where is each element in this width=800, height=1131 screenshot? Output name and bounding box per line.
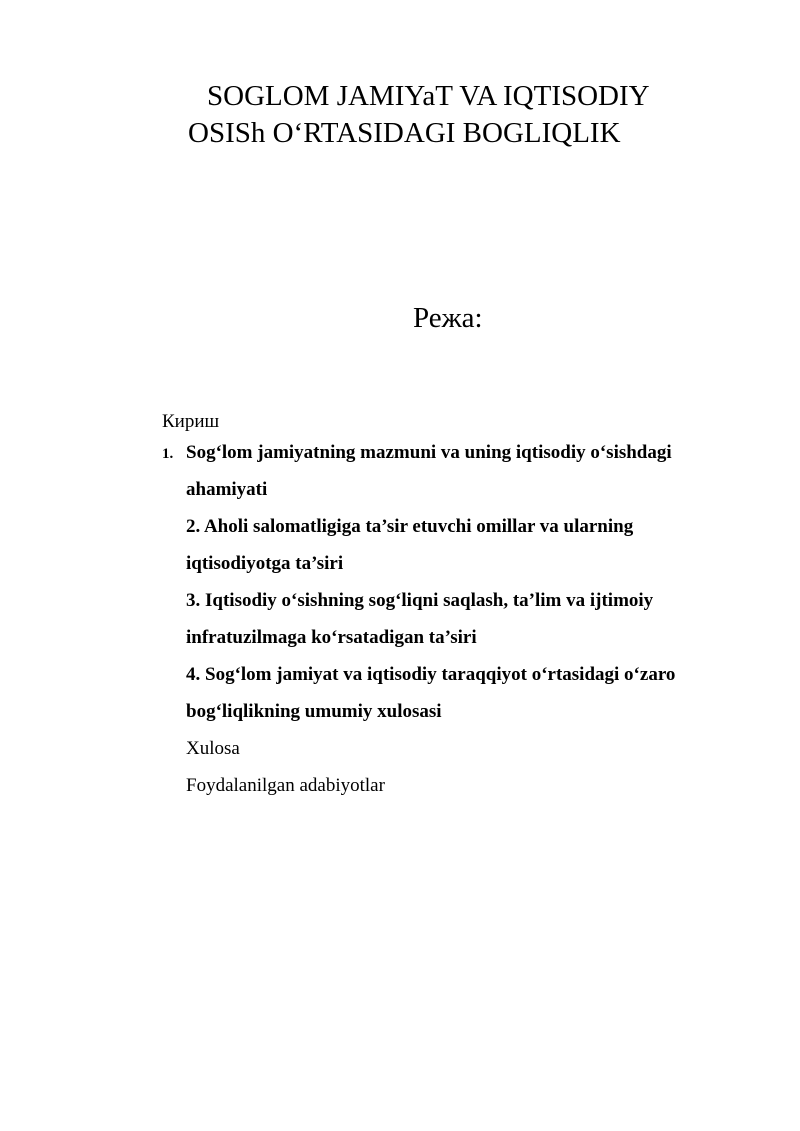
toc-item-1-number: 1. [162, 446, 174, 462]
title-line-1: SOGLOM JAMIYaT VA IQTISODIY [207, 80, 650, 112]
toc-item-3-line-1: 3. Iqtisodiy o‘sishning sog‘liqni saqlash, ta’lim va ijtimoiy [186, 590, 654, 611]
toc-intro: Кириш [162, 411, 220, 432]
toc-references: Foydalanilgan adabiyotlar [186, 775, 385, 796]
toc-item-2-line-2: iqtisodiyotga ta’siri [186, 553, 344, 574]
toc-item-4-line-1: 4. Sog‘lom jamiyat va iqtisodiy taraqqiyot o‘rtasidagi o‘zaro [186, 664, 676, 685]
toc-conclusion: Xulosa [186, 738, 240, 759]
toc-items [162, 434, 766, 804]
toc-item-1-line-1: Sog‘lom jamiyatning mazmuni va uning iqtisodiy o‘sishdagi [186, 442, 672, 463]
toc-item-2-line-1: 2. Aholi salomatligiga ta’sir etuvchi omillar va ularning [186, 516, 634, 537]
plan-heading: Режа: [413, 302, 483, 334]
toc-item-3-line-2: infratuzilmaga ko‘rsatadigan ta’siri [186, 627, 477, 648]
toc-item-4-line-2: bog‘liqlikning umumiy xulosasi [186, 701, 442, 722]
toc-item-1-line-2: ahamiyati [186, 479, 268, 500]
title-line-2: OSISh O‘RTASIDAGI BOGLIQLIK [188, 117, 621, 149]
